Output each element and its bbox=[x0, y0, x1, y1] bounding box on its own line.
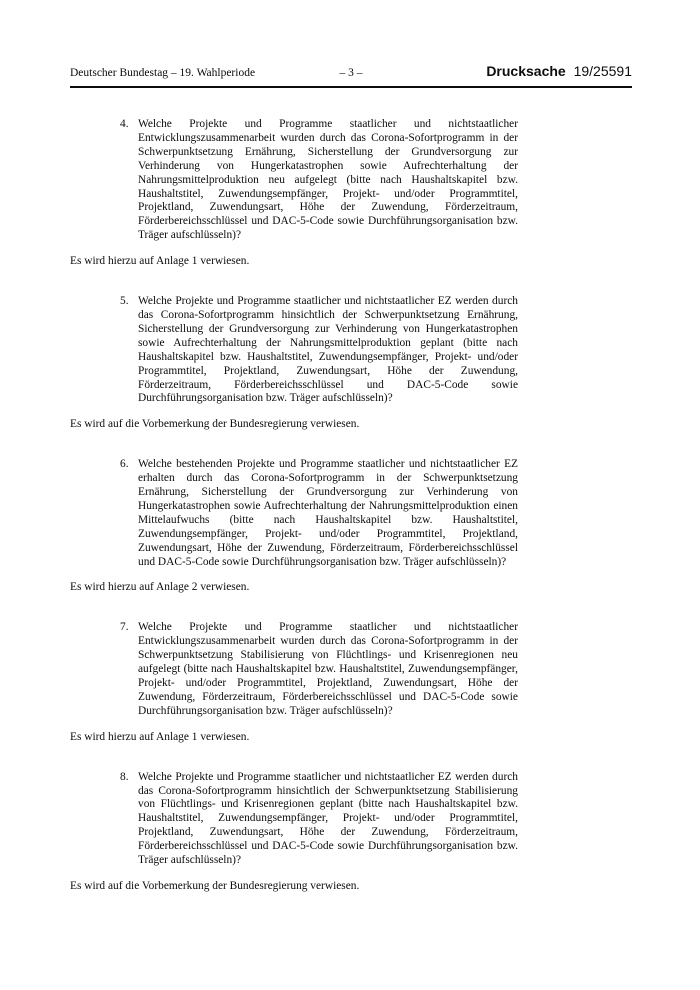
drucksache-number: 19/25591 bbox=[573, 63, 632, 79]
question-item bbox=[120, 771, 518, 868]
question-text: Welche Projekte und Programme staatlicher und nichtstaatlicher Entwicklungszusammenarbeit wurden durch das Corona-Sofortprogramm in der Schwerpunktsetzung Stabilisierung von Flüchtlings- und Krisenregionen neu aufgelegt (bitte nach Haushaltskapitel bzw. Haushaltstitel, Zuwendungsempfänger, Projekt- und/oder Programmtitel, Projektland, Zuwendungsart, Höhe der Zuwendung, Förderzeitraum, Förderbereichsschlüssel und DAC-5-Code sowie Durchführungsorganisation bzw. Träger aufschlüsseln)? bbox=[138, 621, 518, 717]
answer-text: Es wird hierzu auf Anlage 2 verwiesen. bbox=[70, 581, 250, 594]
question-text: Welche bestehenden Projekte und Programme staatlicher und nichtstaatlicher EZ erhalten durch das Corona-Sofortprogramm in der Schwerpunktsetzung Ernährung, Sicherstellung der Grundversorgung zur Verhinderung von Hungerkatastrophen sowie Aufrechterhaltung der Nahrungsmittelproduktion einen Mittelaufwuchs (bitte nach Haushaltskapitel bzw. Haushaltstitel, Zuwendungsempfänger, Projekt- und/oder Programmtitel, Projektland, Zuwendungsart, Höhe der Zuwendung, Förderzeitraum, Förderbereichsschlüssel und DAC-5-Code sowie Durchführungsorganisation bzw. Träger aufschlüsseln)? bbox=[138, 458, 518, 568]
question-number: 6. bbox=[120, 458, 129, 471]
question-item bbox=[120, 295, 518, 406]
question-text: Welche Projekte und Programme staatlicher und nichtstaatlicher Entwicklungszusammenarbeit wurden durch das Corona-Sofortprogramm in der Schwerpunktsetzung Ernährung, Sicherstellung der Grundversorgung zur Verhinderung von Hungerkatastrophen sowie Aufrechterhaltung der Nahrungsmittelproduktion neu aufgelegt (bitte nach Haushaltskapitel bzw. Haushaltstitel, Zuwendungsempfänger, Projekt- und/oder Programmtitel, Projektland, Zuwendungsart, Höhe der Zuwendung, Förderzeitraum, Förderbereichsschlüssel und DAC-5-Code sowie Durchführungsorganisation bzw. Träger aufschlüsseln)? bbox=[138, 118, 518, 242]
answer-text: Es wird hierzu auf Anlage 1 verwiesen. bbox=[70, 730, 250, 743]
question-text: Welche Projekte und Programme staatlicher und nichtstaatlicher EZ werden durch das Corona-Sofortprogramm hinsichtlich der Schwerpunktsetzung Stabilisierung von Flüchtlings- und Krisenregionen geplant (bitte nach Haushaltskapitel bzw. Haushaltstitel, Zuwendungsempfänger, Projekt- und/oder Programmtitel, Projektland, Zuwendungsart, Höhe der Zuwendung, Förderzeitraum, Förderbereichsschlüssel und DAC-5-Code sowie Durchführungsorganisation bzw. Träger aufschlüsseln)? bbox=[138, 770, 518, 867]
question-number: 7. bbox=[120, 621, 129, 634]
question-number: 8. bbox=[120, 770, 129, 783]
question-number: 5. bbox=[120, 295, 129, 308]
header-drucksache bbox=[373, 64, 633, 78]
page-header bbox=[70, 64, 632, 88]
answer-text: Es wird hierzu auf Anlage 1 verwiesen. bbox=[70, 255, 250, 268]
question-item bbox=[120, 118, 518, 243]
drucksache-label: Drucksache bbox=[486, 63, 566, 79]
question-item bbox=[120, 458, 518, 569]
answer-text: Es wird auf die Vorbemerkung der Bundesregierung verwiesen. bbox=[70, 879, 360, 892]
page-number: – 3 – bbox=[339, 67, 363, 79]
question-number: 4. bbox=[120, 118, 129, 130]
header-parliament-label: Deutscher Bundestag – 19. Wahlperiode bbox=[70, 67, 256, 79]
document-body bbox=[0, 118, 700, 894]
answer-text: Es wird auf die Vorbemerkung der Bundesregierung verwiesen. bbox=[70, 418, 360, 431]
question-text: Welche Projekte und Programme staatlicher und nichtstaatlicher EZ werden durch das Corona-Sofortprogramm hinsichtlich der Schwerpunktsetzung Ernährung, Sicherstellung der Grundversorgung zur Verhinderung von Hungerkatastrophen sowie Aufrechterhaltung der Nahrungsmittelproduktion geplant (bitte nach Haushaltskapitel bzw. Haushaltstitel, Zuwendungsempfänger, Projekt- und/oder Programmtitel, Projektland, Zuwendungsart, Höhe der Zuwendung, Förderzeitraum, Förderbereichsschlüssel und DAC-5-Code sowie Durchführungsorganisation bzw. Träger aufschlüsseln)? bbox=[138, 295, 518, 405]
question-item bbox=[120, 621, 518, 718]
